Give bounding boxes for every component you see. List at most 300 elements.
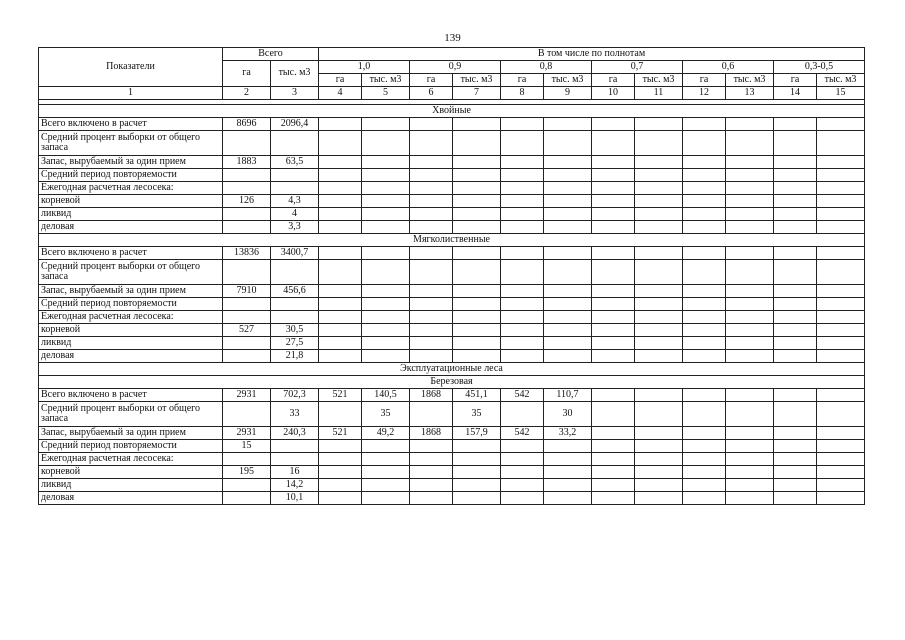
table-row	[39, 311, 865, 324]
value-cell	[683, 479, 726, 492]
row-label: Всего включено в расчет	[39, 389, 223, 402]
density-header: 0,6	[683, 61, 774, 74]
value-cell	[817, 169, 865, 182]
value-cell	[319, 337, 362, 350]
table-row	[39, 156, 865, 169]
row-label: Запас, вырубаемый за один прием	[39, 285, 223, 298]
value-cell: 157,9	[453, 427, 501, 440]
value-cell	[362, 118, 410, 131]
unit-m3: тыс. м3	[544, 74, 592, 87]
value-cell	[774, 285, 817, 298]
value-cell: 3400,7	[271, 247, 319, 260]
unit-m3: тыс. м3	[817, 74, 865, 87]
value-cell	[223, 311, 271, 324]
value-cell	[817, 298, 865, 311]
value-cell	[592, 427, 635, 440]
value-cell	[319, 298, 362, 311]
table-row	[39, 324, 865, 337]
value-cell: 110,7	[544, 389, 592, 402]
column-number: 2	[223, 87, 271, 100]
density-header: 0,7	[592, 61, 683, 74]
value-cell	[635, 182, 683, 195]
value-cell	[410, 402, 453, 427]
value-cell	[453, 182, 501, 195]
value-cell	[774, 389, 817, 402]
value-cell	[726, 389, 774, 402]
value-cell: 13836	[223, 247, 271, 260]
value-cell	[410, 285, 453, 298]
value-cell	[362, 195, 410, 208]
value-cell	[635, 453, 683, 466]
value-cell	[410, 260, 453, 285]
value-cell	[683, 131, 726, 156]
value-cell	[544, 440, 592, 453]
value-cell	[817, 427, 865, 440]
value-cell	[592, 311, 635, 324]
density-header: 0,8	[501, 61, 592, 74]
value-cell	[635, 479, 683, 492]
value-cell	[635, 208, 683, 221]
value-cell	[592, 260, 635, 285]
value-cell	[501, 311, 544, 324]
row-label: Средний процент выборки от общего запаса	[39, 402, 223, 427]
value-cell	[592, 324, 635, 337]
value-cell	[683, 350, 726, 363]
value-cell: 1868	[410, 389, 453, 402]
row-label: ликвид	[39, 479, 223, 492]
section-heading: Хвойные	[39, 105, 865, 118]
value-cell	[362, 337, 410, 350]
value-cell: 33,2	[544, 427, 592, 440]
value-cell	[817, 208, 865, 221]
value-cell	[453, 131, 501, 156]
value-cell	[544, 466, 592, 479]
value-cell	[726, 298, 774, 311]
value-cell	[817, 466, 865, 479]
value-cell	[223, 169, 271, 182]
column-number: 12	[683, 87, 726, 100]
value-cell	[592, 169, 635, 182]
row-label: деловая	[39, 492, 223, 505]
value-cell	[453, 324, 501, 337]
value-cell	[635, 221, 683, 234]
value-cell	[501, 324, 544, 337]
value-cell	[817, 324, 865, 337]
value-cell	[319, 440, 362, 453]
value-cell	[635, 260, 683, 285]
value-cell	[501, 156, 544, 169]
value-cell	[319, 311, 362, 324]
value-cell	[774, 453, 817, 466]
table-row	[39, 350, 865, 363]
table-row	[39, 427, 865, 440]
value-cell	[774, 221, 817, 234]
table-row	[39, 208, 865, 221]
value-cell: 4,3	[271, 195, 319, 208]
value-cell	[592, 337, 635, 350]
column-number: 9	[544, 87, 592, 100]
value-cell	[501, 337, 544, 350]
value-cell: 456,6	[271, 285, 319, 298]
value-cell: 63,5	[271, 156, 319, 169]
table-row	[39, 260, 865, 285]
value-cell	[410, 182, 453, 195]
value-cell: 2096,4	[271, 118, 319, 131]
value-cell	[592, 131, 635, 156]
value-cell	[544, 195, 592, 208]
total-ha-header: га	[223, 61, 271, 87]
value-cell: 140,5	[362, 389, 410, 402]
value-cell	[362, 208, 410, 221]
value-cell	[726, 195, 774, 208]
value-cell: 527	[223, 324, 271, 337]
section-heading-row	[39, 234, 865, 247]
table-row	[39, 195, 865, 208]
value-cell	[319, 285, 362, 298]
value-cell	[683, 324, 726, 337]
value-cell	[683, 337, 726, 350]
value-cell	[544, 350, 592, 363]
value-cell	[635, 350, 683, 363]
value-cell	[592, 247, 635, 260]
value-cell: 35	[362, 402, 410, 427]
value-cell	[635, 389, 683, 402]
value-cell	[635, 247, 683, 260]
value-cell	[635, 427, 683, 440]
value-cell	[410, 247, 453, 260]
value-cell	[362, 466, 410, 479]
value-cell	[817, 479, 865, 492]
value-cell	[592, 208, 635, 221]
value-cell: 49,2	[362, 427, 410, 440]
value-cell	[362, 156, 410, 169]
value-cell	[410, 195, 453, 208]
density-header: 0,9	[410, 61, 501, 74]
value-cell	[774, 427, 817, 440]
value-cell	[774, 195, 817, 208]
value-cell	[362, 221, 410, 234]
value-cell	[774, 337, 817, 350]
value-cell	[726, 479, 774, 492]
total-m3-header: тыс. м3	[271, 61, 319, 87]
value-cell	[223, 221, 271, 234]
column-number: 10	[592, 87, 635, 100]
value-cell	[635, 118, 683, 131]
row-label: Средний процент выборки от общего запаса	[39, 260, 223, 285]
value-cell	[726, 131, 774, 156]
value-cell	[726, 324, 774, 337]
value-cell	[453, 156, 501, 169]
value-cell	[817, 247, 865, 260]
value-cell	[726, 285, 774, 298]
table-row	[39, 221, 865, 234]
value-cell: 30	[544, 402, 592, 427]
value-cell	[410, 350, 453, 363]
value-cell	[683, 118, 726, 131]
table-row	[39, 182, 865, 195]
value-cell	[635, 195, 683, 208]
value-cell	[319, 131, 362, 156]
value-cell	[453, 350, 501, 363]
value-cell	[817, 389, 865, 402]
value-cell	[453, 285, 501, 298]
value-cell	[726, 466, 774, 479]
row-label: Средний период повторяемости	[39, 298, 223, 311]
value-cell	[410, 479, 453, 492]
value-cell	[544, 247, 592, 260]
value-cell: 21,8	[271, 350, 319, 363]
value-cell	[501, 208, 544, 221]
value-cell	[592, 182, 635, 195]
value-cell	[453, 118, 501, 131]
value-cell	[726, 311, 774, 324]
column-number: 1	[39, 87, 223, 100]
value-cell	[817, 118, 865, 131]
value-cell	[592, 479, 635, 492]
value-cell	[635, 311, 683, 324]
value-cell	[544, 182, 592, 195]
section-heading: Березовая	[39, 376, 865, 389]
value-cell	[453, 260, 501, 285]
value-cell	[271, 169, 319, 182]
value-cell	[544, 260, 592, 285]
value-cell	[410, 118, 453, 131]
value-cell	[544, 208, 592, 221]
column-number: 11	[635, 87, 683, 100]
value-cell	[817, 285, 865, 298]
row-label: корневой	[39, 466, 223, 479]
value-cell	[501, 285, 544, 298]
value-cell	[319, 118, 362, 131]
value-cell	[817, 156, 865, 169]
value-cell	[410, 131, 453, 156]
value-cell	[319, 479, 362, 492]
value-cell	[635, 169, 683, 182]
value-cell	[592, 350, 635, 363]
value-cell	[726, 453, 774, 466]
value-cell	[362, 440, 410, 453]
value-cell	[683, 440, 726, 453]
value-cell	[410, 221, 453, 234]
value-cell	[683, 182, 726, 195]
value-cell	[501, 440, 544, 453]
forest-calculation-table	[38, 47, 865, 505]
value-cell	[223, 260, 271, 285]
value-cell	[453, 311, 501, 324]
column-number-row	[39, 87, 865, 100]
value-cell	[592, 466, 635, 479]
value-cell	[683, 466, 726, 479]
value-cell	[362, 324, 410, 337]
value-cell	[453, 492, 501, 505]
value-cell	[683, 492, 726, 505]
value-cell	[501, 195, 544, 208]
section-heading-row	[39, 363, 865, 376]
value-cell	[817, 337, 865, 350]
value-cell	[319, 208, 362, 221]
value-cell	[453, 440, 501, 453]
section-heading-row	[39, 376, 865, 389]
table-row	[39, 479, 865, 492]
value-cell	[774, 324, 817, 337]
column-number: 7	[453, 87, 501, 100]
value-cell	[362, 260, 410, 285]
value-cell	[683, 208, 726, 221]
value-cell	[592, 453, 635, 466]
value-cell	[544, 131, 592, 156]
value-cell	[501, 453, 544, 466]
row-label: корневой	[39, 195, 223, 208]
value-cell	[544, 337, 592, 350]
value-cell	[453, 453, 501, 466]
value-cell	[453, 208, 501, 221]
value-cell	[683, 427, 726, 440]
value-cell	[592, 221, 635, 234]
value-cell	[635, 156, 683, 169]
value-cell	[544, 298, 592, 311]
value-cell	[635, 298, 683, 311]
value-cell	[774, 402, 817, 427]
row-label: Всего включено в расчет	[39, 247, 223, 260]
value-cell	[817, 492, 865, 505]
value-cell	[223, 298, 271, 311]
value-cell	[544, 169, 592, 182]
column-number: 14	[774, 87, 817, 100]
value-cell	[683, 389, 726, 402]
value-cell	[817, 221, 865, 234]
value-cell: 542	[501, 427, 544, 440]
unit-m3: тыс. м3	[362, 74, 410, 87]
value-cell	[774, 350, 817, 363]
value-cell	[544, 324, 592, 337]
value-cell	[453, 221, 501, 234]
value-cell	[271, 182, 319, 195]
value-cell	[271, 440, 319, 453]
column-number: 3	[271, 87, 319, 100]
value-cell	[319, 402, 362, 427]
value-cell	[453, 195, 501, 208]
value-cell: 4	[271, 208, 319, 221]
value-cell	[635, 337, 683, 350]
row-label: Всего включено в расчет	[39, 118, 223, 131]
value-cell	[362, 285, 410, 298]
value-cell	[362, 247, 410, 260]
value-cell	[223, 402, 271, 427]
value-cell: 35	[453, 402, 501, 427]
value-cell	[774, 208, 817, 221]
value-cell	[635, 324, 683, 337]
value-cell	[319, 247, 362, 260]
unit-ha: га	[683, 74, 726, 87]
value-cell	[683, 260, 726, 285]
value-cell	[683, 402, 726, 427]
section-heading: Эксплуатационные леса	[39, 363, 865, 376]
value-cell	[726, 492, 774, 505]
header-row-1	[39, 48, 865, 61]
value-cell	[319, 169, 362, 182]
value-cell	[453, 479, 501, 492]
value-cell: 8696	[223, 118, 271, 131]
value-cell	[501, 182, 544, 195]
value-cell	[453, 298, 501, 311]
value-cell	[223, 492, 271, 505]
value-cell: 542	[501, 389, 544, 402]
value-cell	[726, 260, 774, 285]
value-cell	[501, 479, 544, 492]
value-cell	[774, 311, 817, 324]
row-label: ликвид	[39, 208, 223, 221]
value-cell	[453, 466, 501, 479]
value-cell	[410, 466, 453, 479]
value-cell	[635, 285, 683, 298]
row-label: Ежегодная расчетная лесосека:	[39, 182, 223, 195]
unit-ha: га	[319, 74, 362, 87]
value-cell	[362, 182, 410, 195]
value-cell	[635, 131, 683, 156]
value-cell	[410, 440, 453, 453]
value-cell	[319, 492, 362, 505]
table-row	[39, 131, 865, 156]
value-cell	[774, 247, 817, 260]
table-row	[39, 492, 865, 505]
value-cell	[362, 169, 410, 182]
value-cell	[592, 195, 635, 208]
value-cell	[726, 182, 774, 195]
value-cell	[726, 169, 774, 182]
table-row	[39, 402, 865, 427]
value-cell	[410, 324, 453, 337]
value-cell: 7910	[223, 285, 271, 298]
value-cell	[544, 453, 592, 466]
value-cell	[726, 427, 774, 440]
value-cell	[592, 389, 635, 402]
unit-ha: га	[501, 74, 544, 87]
indicators-header: Показатели	[39, 48, 223, 87]
value-cell	[683, 221, 726, 234]
value-cell	[362, 131, 410, 156]
value-cell	[501, 247, 544, 260]
section-heading: Мягколиственные	[39, 234, 865, 247]
value-cell: 240,3	[271, 427, 319, 440]
value-cell	[501, 118, 544, 131]
row-label: Запас, вырубаемый за один прием	[39, 427, 223, 440]
value-cell: 195	[223, 466, 271, 479]
total-header: Всего	[223, 48, 319, 61]
unit-ha: га	[774, 74, 817, 87]
value-cell	[726, 247, 774, 260]
value-cell	[635, 440, 683, 453]
value-cell	[592, 156, 635, 169]
value-cell	[544, 118, 592, 131]
row-label: Ежегодная расчетная лесосека:	[39, 453, 223, 466]
value-cell: 1868	[410, 427, 453, 440]
value-cell	[683, 298, 726, 311]
row-label: Средний период повторяемости	[39, 440, 223, 453]
table-row	[39, 118, 865, 131]
value-cell	[774, 479, 817, 492]
value-cell: 33	[271, 402, 319, 427]
row-label: деловая	[39, 221, 223, 234]
table-row	[39, 466, 865, 479]
value-cell	[271, 298, 319, 311]
column-number: 15	[817, 87, 865, 100]
value-cell	[271, 131, 319, 156]
value-cell	[410, 453, 453, 466]
value-cell	[410, 311, 453, 324]
row-label: Средний процент выборки от общего запаса	[39, 131, 223, 156]
value-cell	[683, 156, 726, 169]
page-number: 139	[444, 32, 461, 44]
